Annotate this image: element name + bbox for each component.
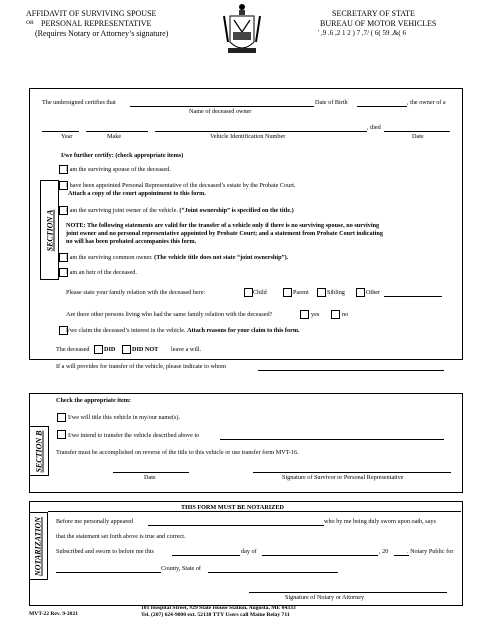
footer-phone: Tel. (207) 624-9000 ext. 52138 TTY Users call Maine Relay 711 xyxy=(141,612,290,618)
or-label: OR xyxy=(26,20,34,26)
agency-code: ' ,9 .6 ,2 1 2 ) 7 ,7/ ( 6( 59 ,&( 6 xyxy=(318,29,406,37)
pr-attach: Attach a copy of the court appointment to this form. xyxy=(68,190,206,197)
will-provides-text: If a will provides for transfer of the vehicle, please indicate to whom xyxy=(56,363,226,370)
section-b-date-caption: Date xyxy=(144,474,156,481)
leave-will-label: leave a will. xyxy=(171,346,202,353)
note-line-3: no will has been probated accompanies this form. xyxy=(66,238,197,245)
subscribed-label: Subscribed and sworn to before me this xyxy=(56,548,154,555)
title-self-text: I/we will title this vehicle in my/our name(s). xyxy=(68,414,181,421)
transfer-recipient-field[interactable] xyxy=(220,439,444,440)
maine-state-seal xyxy=(222,2,262,56)
common-owner-text: I am the surviving common owner. (The vehicle title does not state “joint ownership”). xyxy=(66,254,289,261)
will-recipient-field[interactable] xyxy=(258,370,444,371)
note-line-2: joint owner and no personal representative appointed by Probate Court; and a statement from Probate Court indicating xyxy=(66,230,383,237)
dob-field[interactable] xyxy=(357,106,407,107)
notary-requirement: (Requires Notary or Attorney’s signature) xyxy=(35,29,169,38)
parent-checkbox[interactable] xyxy=(283,288,292,297)
dob-label: Date of Birth xyxy=(315,99,348,106)
day-of-label: day of xyxy=(241,548,257,555)
notary-public-for: . Notary Public for xyxy=(407,548,454,555)
transfer-text: I/we intend to transfer the vehicle described above to xyxy=(68,432,200,439)
form-subtitle: PERSONAL REPRESENTATIVE xyxy=(41,19,152,28)
owner-suffix: , the owner of a xyxy=(407,99,446,106)
county-state-label: County, State of xyxy=(161,565,201,572)
footer-address: 101 Hospital Street, #29 State House Station, Augusta, ME 04333 xyxy=(141,605,296,611)
no-label: no xyxy=(342,311,349,318)
death-date-field[interactable] xyxy=(384,131,450,132)
child-checkbox[interactable] xyxy=(244,288,253,297)
child-label: Child xyxy=(253,289,267,296)
died-label: , died xyxy=(367,124,381,131)
section-b-date-field[interactable] xyxy=(113,472,189,473)
agency-subtitle: BUREAU OF MOTOR VEHICLES xyxy=(320,19,437,28)
deceased-name-caption: Name of deceased owner xyxy=(189,108,252,115)
date-caption: Date xyxy=(412,133,424,140)
section-b-label: SECTION B xyxy=(34,430,44,473)
check-item-label: Check the appropriate item: xyxy=(56,397,131,404)
claim-text: I/we claim the deceased’s interest in the vehicle. Attach reasons for your claim to this form. xyxy=(66,327,300,334)
certify-prefix: The undersigned certifies that xyxy=(42,99,116,106)
yes-checkbox[interactable] xyxy=(300,310,309,319)
make-field[interactable] xyxy=(86,131,148,132)
relation-prompt: Please state your family relation with the deceased here: xyxy=(66,289,206,296)
spouse-text: I am the surviving spouse of the deceased. xyxy=(66,166,171,173)
deceased-name-field[interactable] xyxy=(130,106,314,107)
sibling-checkbox[interactable] xyxy=(317,288,326,297)
heir-text: I am an heir of the deceased. xyxy=(66,269,137,276)
note-line-1: NOTE: The following statements are valid for the transfer of a vehicle only if there is no surviving spouse, no surviving xyxy=(66,222,380,229)
pr-text: I have been appointed Personal Representative of the deceased’s estate by the Probate Court. xyxy=(66,182,296,189)
yes-label: yes xyxy=(311,311,320,318)
vin-caption: Vehicle Identification Number xyxy=(210,133,286,140)
year-twenty-label: , 20 xyxy=(379,548,389,555)
notary-heading-rule xyxy=(48,511,461,512)
others-prompt: Are there other persons living who had the same family relation with the deceased? xyxy=(66,311,273,318)
other-checkbox[interactable] xyxy=(356,288,365,297)
vin-field[interactable] xyxy=(155,131,367,132)
notary-signature-field[interactable] xyxy=(249,592,447,593)
notary-year-field[interactable] xyxy=(394,555,409,556)
title-self-checkbox[interactable] xyxy=(57,413,66,422)
other-relation-field[interactable] xyxy=(384,296,442,297)
no-checkbox[interactable] xyxy=(331,310,340,319)
did-checkbox[interactable] xyxy=(94,345,103,354)
make-caption: Make xyxy=(107,133,122,140)
transfer-checkbox[interactable] xyxy=(57,430,66,439)
reverse-title-note: Transfer must be accomplished on reverse of the title to this vehicle or use transfer form MVT-16. xyxy=(56,449,299,456)
did-not-checkbox[interactable] xyxy=(122,345,131,354)
form-id: MVT-22 Rev. 9-2021 xyxy=(29,611,79,617)
did-label: DID xyxy=(104,346,116,353)
sibling-label: Sibling xyxy=(327,289,345,296)
agency-title: SECRETARY OF STATE xyxy=(332,9,415,18)
notary-signature-caption: Signature of Notary or Attorney xyxy=(285,594,365,601)
notarized-heading: THIS FORM MUST BE NOTARIZED xyxy=(181,504,284,511)
parent-label: Parent xyxy=(293,289,309,296)
form-title: AFFIDAVIT OF SURVIVING SPOUSE xyxy=(26,9,157,18)
appeared-label: Before me personally appeared xyxy=(56,518,134,525)
true-correct-text: that the statement set forth above is true and correct. xyxy=(56,533,186,540)
deceased-label: The deceased xyxy=(56,346,90,353)
other-label: Other xyxy=(366,289,381,296)
county-field[interactable] xyxy=(56,572,161,573)
appeared-name-field[interactable] xyxy=(148,525,324,526)
state-field[interactable] xyxy=(208,572,338,573)
year-field[interactable] xyxy=(42,131,79,132)
further-certify: I/we further certify: (check appropriate items) xyxy=(61,152,184,159)
section-a-label: SECTION A xyxy=(45,209,55,252)
sworn-text: who by me being duly sworn upon oath, says xyxy=(324,518,436,525)
month-field[interactable] xyxy=(262,555,378,556)
joint-owner-text: I am the surviving joint owner of the vehicle. (“Joint ownership” is specified on the title.) xyxy=(66,207,294,214)
survivor-signature-field[interactable] xyxy=(253,472,451,473)
notarization-label: NOTARIZATION xyxy=(33,516,43,577)
did-not-label: DID NOT xyxy=(132,346,159,353)
day-field[interactable] xyxy=(172,555,240,556)
survivor-signature-caption: Signature of Survivor or Personal Representative xyxy=(282,474,404,481)
year-caption: Year xyxy=(61,133,73,140)
